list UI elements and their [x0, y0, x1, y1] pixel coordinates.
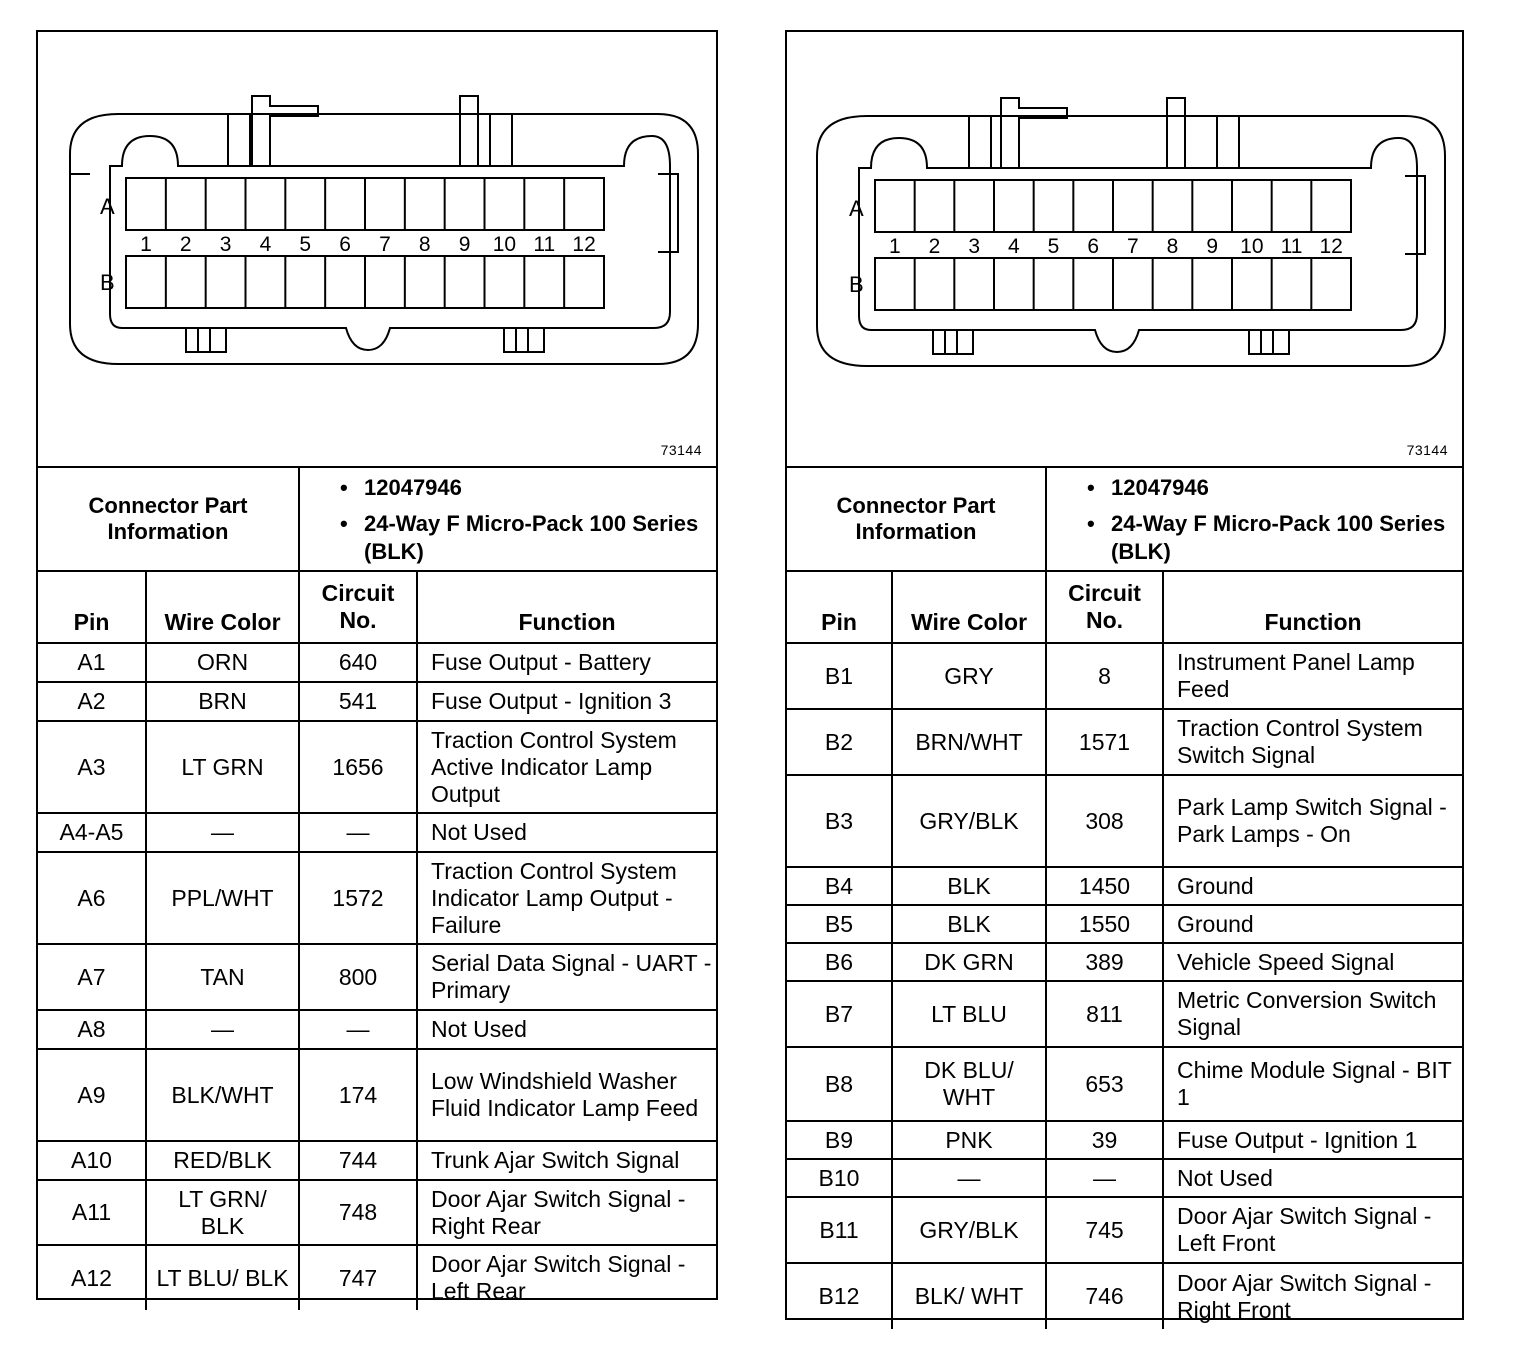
function-cell: Door Ajar Switch Signal - Left Rear — [417, 1245, 716, 1310]
table-row — [787, 867, 1462, 905]
circuit-cell: 811 — [1046, 981, 1163, 1047]
function-cell: Metric Conversion Switch Signal — [1163, 981, 1462, 1047]
wire-color-cell: LT BLU — [892, 981, 1046, 1047]
wire-color-cell: LT BLU/ BLK — [146, 1245, 299, 1310]
pin-number-label: 3 — [968, 235, 981, 258]
function-cell: Low Windshield Washer Fluid Indicator Lamp Feed — [417, 1049, 716, 1141]
table-row — [38, 852, 716, 944]
wire-color-cell: TAN — [146, 944, 299, 1010]
pin-cell: B1 — [787, 643, 892, 709]
table-row — [787, 643, 1462, 709]
table-row — [787, 1159, 1462, 1197]
row-label-a: A — [100, 194, 115, 219]
pin-number-label: 11 — [533, 233, 556, 256]
function-cell: Door Ajar Switch Signal - Right Rear — [417, 1180, 716, 1245]
connector-diagram — [38, 32, 716, 468]
pin-cell: B4 — [787, 867, 892, 905]
bullet-icon: • — [340, 475, 348, 500]
function-cell: Fuse Output - Battery — [417, 643, 716, 682]
function-cell: Door Ajar Switch Signal - Right Front — [1163, 1263, 1462, 1329]
circuit-cell: 744 — [299, 1141, 417, 1180]
pin-cell: A1 — [38, 643, 146, 682]
header-wire-color: Wire Color — [892, 572, 1046, 643]
table-row — [787, 1047, 1462, 1121]
wire-color-cell: ORN — [146, 643, 299, 682]
connector-info-label: Connector Part Information — [787, 468, 1046, 571]
pin-cell: B5 — [787, 905, 892, 943]
wire-color-cell: BLK/WHT — [146, 1049, 299, 1141]
connector-info-values — [299, 468, 716, 571]
table-row — [38, 1010, 716, 1049]
pin-cell: B8 — [787, 1047, 892, 1121]
header-function: Function — [417, 572, 716, 643]
function-cell: Traction Control System Switch Signal — [1163, 709, 1462, 775]
wire-color-cell: GRY — [892, 643, 1046, 709]
circuit-cell: 640 — [299, 643, 417, 682]
part-number — [340, 474, 716, 502]
wire-color-cell: GRY/BLK — [892, 775, 1046, 867]
connector-face-drawing — [787, 32, 1462, 464]
part-number-text: 12047946 — [364, 475, 462, 500]
figure-number: 73144 — [1406, 442, 1448, 458]
header-circuit-no: Circuit No. — [299, 572, 417, 643]
pin-cell: B6 — [787, 943, 892, 981]
function-cell: Fuse Output - Ignition 3 — [417, 682, 716, 721]
table-row — [38, 1245, 716, 1310]
header-pin: Pin — [38, 572, 146, 643]
circuit-cell: 39 — [1046, 1121, 1163, 1159]
table-row — [787, 905, 1462, 943]
wire-color-cell: PNK — [892, 1121, 1046, 1159]
pinout-header-row — [38, 572, 716, 643]
pin-cell: A2 — [38, 682, 146, 721]
circuit-cell: 541 — [299, 682, 417, 721]
table-row — [38, 1141, 716, 1180]
function-cell: Serial Data Signal - UART - Primary — [417, 944, 716, 1010]
circuit-cell: — — [299, 1010, 417, 1049]
wire-color-cell: BLK — [892, 905, 1046, 943]
pin-cell: A6 — [38, 852, 146, 944]
circuit-cell: 308 — [1046, 775, 1163, 867]
pinout-table — [38, 572, 716, 1310]
wire-color-cell: PPL/WHT — [146, 852, 299, 944]
pin-cell: A3 — [38, 721, 146, 813]
table-row — [38, 643, 716, 682]
function-cell: Door Ajar Switch Signal - Left Front — [1163, 1197, 1462, 1263]
circuit-cell: 1656 — [299, 721, 417, 813]
wire-color-cell: LT GRN/ BLK — [146, 1180, 299, 1245]
connector-part-info — [38, 468, 716, 572]
pin-number-label: 8 — [418, 233, 431, 256]
figure-number: 73144 — [660, 442, 702, 458]
table-row — [38, 1049, 716, 1141]
table-row — [38, 721, 716, 813]
pin-cell: B9 — [787, 1121, 892, 1159]
function-cell: Not Used — [417, 1010, 716, 1049]
table-row — [787, 775, 1462, 867]
pin-number-label: 8 — [1166, 235, 1179, 258]
pin-number-label: 7 — [379, 233, 391, 256]
pin-cell: B2 — [787, 709, 892, 775]
circuit-cell: 653 — [1046, 1047, 1163, 1121]
function-cell: Ground — [1163, 905, 1462, 943]
wire-color-cell: GRY/BLK — [892, 1197, 1046, 1263]
connector-info-label: Connector Part Information — [38, 468, 299, 571]
circuit-cell: — — [299, 813, 417, 852]
pin-cell: B11 — [787, 1197, 892, 1263]
function-cell: Fuse Output - Ignition 1 — [1163, 1121, 1462, 1159]
wire-color-cell: LT GRN — [146, 721, 299, 813]
pin-cell: A10 — [38, 1141, 146, 1180]
pin-number-label: 6 — [1087, 235, 1100, 258]
bullet-icon: • — [340, 511, 348, 536]
pin-cell: A7 — [38, 944, 146, 1010]
circuit-cell: 1571 — [1046, 709, 1163, 775]
pin-cell: A12 — [38, 1245, 146, 1310]
pin-number-label: 2 — [928, 235, 941, 258]
pin-number-label: 12 — [572, 233, 596, 256]
circuit-cell: 746 — [1046, 1263, 1163, 1329]
pin-cell: A4-A5 — [38, 813, 146, 852]
table-row — [787, 943, 1462, 981]
function-cell: Trunk Ajar Switch Signal — [417, 1141, 716, 1180]
connector-diagram — [787, 32, 1462, 468]
table-row — [787, 709, 1462, 775]
pin-number-label: 11 — [1280, 235, 1303, 258]
pin-number-label: 9 — [458, 233, 471, 256]
pin-cell: B10 — [787, 1159, 892, 1197]
circuit-cell: 1550 — [1046, 905, 1163, 943]
pin-cell: B3 — [787, 775, 892, 867]
pin-number-label: 1 — [140, 233, 152, 256]
header-pin: Pin — [787, 572, 892, 643]
table-row — [38, 682, 716, 721]
circuit-cell: 1572 — [299, 852, 417, 944]
wire-color-cell: DK GRN — [892, 943, 1046, 981]
function-cell: Instrument Panel Lamp Feed — [1163, 643, 1462, 709]
pin-cell: B7 — [787, 981, 892, 1047]
pin-cell: A11 — [38, 1180, 146, 1245]
table-row — [787, 1197, 1462, 1263]
part-number — [1087, 474, 1462, 502]
circuit-cell: 745 — [1046, 1197, 1163, 1263]
table-row — [787, 981, 1462, 1047]
function-cell: Vehicle Speed Signal — [1163, 943, 1462, 981]
part-number-text: 12047946 — [1111, 475, 1209, 500]
function-cell: Not Used — [417, 813, 716, 852]
bullet-icon: • — [1087, 511, 1095, 536]
pin-number-label: 10 — [492, 233, 517, 256]
wire-color-cell: BLK/ WHT — [892, 1263, 1046, 1329]
row-label-a: A — [849, 196, 864, 221]
wire-color-cell: BRN/WHT — [892, 709, 1046, 775]
function-cell: Chime Module Signal - BIT 1 — [1163, 1047, 1462, 1121]
table-row — [38, 944, 716, 1010]
pin-cell: A9 — [38, 1049, 146, 1141]
function-cell: Traction Control System Indicator Lamp Output - Failure — [417, 852, 716, 944]
connector-description — [340, 510, 716, 566]
wire-color-cell: DK BLU/ WHT — [892, 1047, 1046, 1121]
pin-number-label: 4 — [259, 233, 272, 256]
bullet-icon: • — [1087, 475, 1095, 500]
wire-color-cell: BLK — [892, 867, 1046, 905]
connector-info-values — [1046, 468, 1462, 571]
circuit-cell: 800 — [299, 944, 417, 1010]
table-row — [38, 813, 716, 852]
circuit-cell: 8 — [1046, 643, 1163, 709]
function-cell: Not Used — [1163, 1159, 1462, 1197]
pin-number-label: 7 — [1126, 235, 1139, 258]
connector-description-text: 24-Way F Micro-Pack 100 Series (BLK) — [364, 511, 699, 564]
wire-color-cell: — — [146, 1010, 299, 1049]
row-label-b: B — [849, 272, 864, 297]
pin-number-label: 12 — [1319, 235, 1343, 258]
pin-cell: B12 — [787, 1263, 892, 1329]
header-circuit-no: Circuit No. — [1046, 572, 1163, 643]
function-cell: Traction Control System Active Indicator Lamp Output — [417, 721, 716, 813]
function-cell: Park Lamp Switch Signal - Park Lamps - On — [1163, 775, 1462, 867]
pinout-header-row — [787, 572, 1462, 643]
circuit-cell: 748 — [299, 1180, 417, 1245]
pin-number-label: 5 — [299, 233, 312, 256]
wire-color-cell: BRN — [146, 682, 299, 721]
pin-number-label: 5 — [1047, 235, 1060, 258]
pinout-table — [787, 572, 1462, 1329]
circuit-cell: 389 — [1046, 943, 1163, 981]
table-row — [787, 1121, 1462, 1159]
function-cell: Ground — [1163, 867, 1462, 905]
connector-description-text: 24-Way F Micro-Pack 100 Series (BLK) — [1111, 511, 1446, 564]
pin-number-label: 2 — [179, 233, 192, 256]
wire-color-cell: — — [892, 1159, 1046, 1197]
circuit-cell: — — [1046, 1159, 1163, 1197]
pin-number-label: 9 — [1206, 235, 1219, 258]
connector-panel-a — [36, 30, 718, 1304]
row-label-b: B — [100, 270, 115, 295]
circuit-cell: 174 — [299, 1049, 417, 1141]
connector-panel-b — [785, 30, 1464, 1323]
circuit-cell: 1450 — [1046, 867, 1163, 905]
wire-color-cell: RED/BLK — [146, 1141, 299, 1180]
wire-color-cell: — — [146, 813, 299, 852]
connector-part-info — [787, 468, 1462, 572]
table-row — [38, 1180, 716, 1245]
pin-number-label: 1 — [888, 235, 901, 258]
pin-number-label: 3 — [219, 233, 232, 256]
pin-number-label: 10 — [1240, 235, 1264, 258]
pin-number-label: 6 — [339, 233, 351, 256]
pin-number-label: 4 — [1007, 235, 1020, 258]
header-wire-color: Wire Color — [146, 572, 299, 643]
table-row — [787, 1263, 1462, 1329]
connector-description — [1087, 510, 1462, 566]
pin-cell: A8 — [38, 1010, 146, 1049]
connector-face-drawing — [38, 32, 716, 464]
circuit-cell: 747 — [299, 1245, 417, 1310]
header-function: Function — [1163, 572, 1462, 643]
